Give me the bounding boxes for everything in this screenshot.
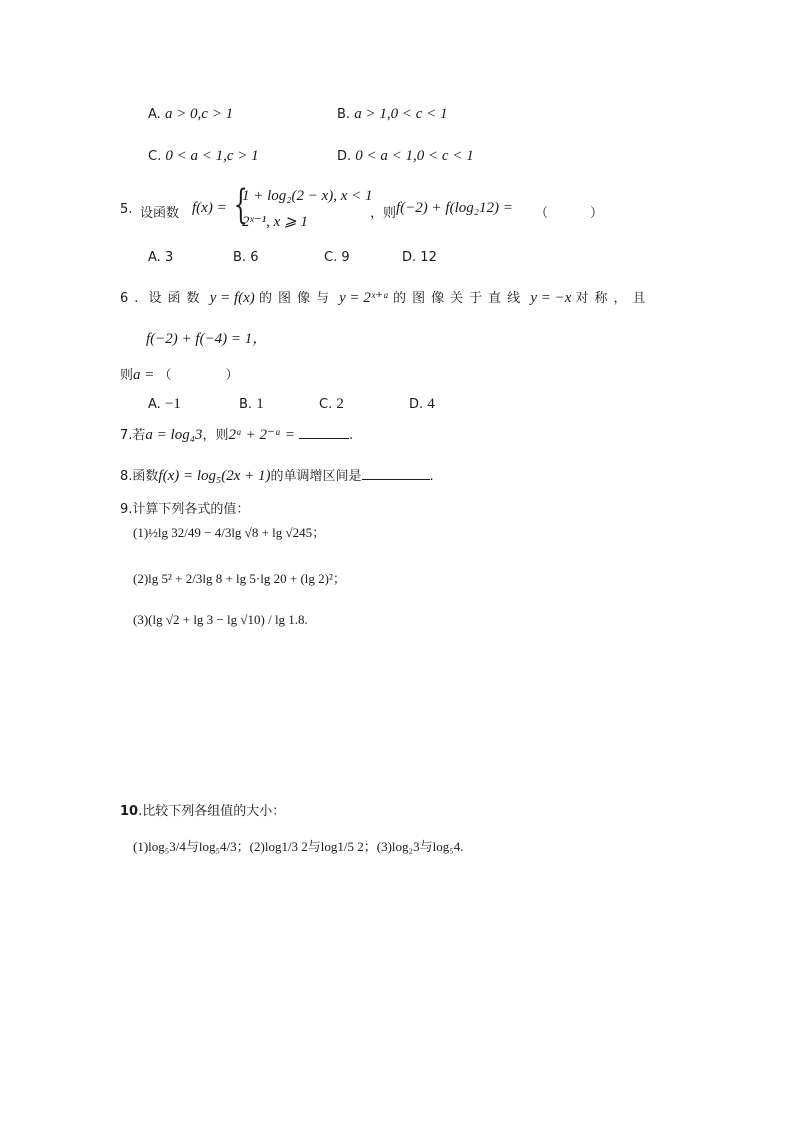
q4-option-d[interactable]: [337, 148, 474, 165]
q6-option-a[interactable]: [148, 396, 181, 413]
q7-text-2: ，则: [202, 428, 229, 443]
q8-text-1: 函数: [132, 469, 159, 484]
q6-expr-2: y = 2ˣ⁺ᵃ: [339, 290, 390, 306]
q6-text-4: 对称，且: [575, 291, 652, 306]
q10-line: (1)log₅3/4与log₅4/3；(2)log1/3 2与log1/5 2；(3)log₂3与log₅4.: [133, 839, 464, 854]
q4-option-c[interactable]: [148, 148, 259, 165]
q6-paren-close: ）: [225, 368, 239, 383]
q4-option-b[interactable]: [337, 106, 447, 123]
q7-end: .: [348, 428, 354, 443]
q4-option-a[interactable]: [148, 106, 233, 123]
q10-title: [120, 800, 285, 819]
q4-option-b-label: B.: [337, 107, 351, 122]
q6-condition: f(−2) + f(−4) = 1，: [146, 331, 268, 347]
q8-expr: f(x) = log₅(2x + 1): [158, 468, 271, 484]
q5-option-d-label: D.: [402, 250, 417, 265]
q4-option-a-expr: a > 0,c > 1: [164, 106, 234, 122]
q4-option-d-label: D.: [337, 149, 352, 164]
q6-option-a-value: −1: [164, 396, 181, 412]
q5-option-a[interactable]: [148, 250, 173, 265]
q4-option-a-label: A.: [148, 107, 161, 122]
q8-text-2: 的单调增区间是: [270, 469, 362, 484]
q4-option-c-expr: 0 < a < 1,c > 1: [165, 148, 259, 164]
q6-ask-expr: a =: [133, 367, 155, 383]
q6-option-d-value: 4: [427, 396, 435, 412]
q6-stem: [120, 287, 680, 307]
q5-option-a-value: 3: [164, 250, 174, 265]
q5-paren-open: （: [535, 206, 549, 221]
q7-expr-2: 2ᵃ + 2⁻ᵃ =: [228, 427, 295, 443]
q6-option-b-label: B.: [239, 397, 253, 412]
q9-part-2: (2)lg 5² + 2/3lg 8 + lg 5·lg 20 + (lg 2)²；: [133, 571, 346, 586]
q7-text-1: 若: [132, 428, 146, 443]
q5-then: ，则: [370, 206, 397, 221]
q4-option-b-expr: a > 1,0 < c < 1: [354, 106, 448, 122]
q8-end: .: [429, 469, 434, 484]
q5-func-lhs: f(x) =: [192, 200, 227, 216]
q6-option-b[interactable]: [239, 396, 264, 413]
q6-paren-open: （: [158, 368, 172, 383]
q5-option-c[interactable]: [324, 250, 350, 265]
q8-number: 8.: [120, 469, 133, 484]
q7-number: 7.: [120, 428, 133, 443]
q9-part-1: (1)½lg 32/49 − 4/3lg √8 + lg √245；: [133, 525, 326, 540]
q5-option-b-value: 6: [250, 250, 259, 265]
q5-option-c-label: C.: [324, 250, 338, 265]
q6-text-2: 的图像与: [258, 291, 335, 306]
q5-stem-prefix: 设函数: [140, 206, 180, 221]
q6-option-b-value: 1: [256, 396, 264, 412]
q4-option-d-expr: 0 < a < 1,0 < c < 1: [355, 148, 474, 164]
q6-expr-3: y = −x: [530, 290, 572, 306]
q7-answer-blank[interactable]: [299, 438, 349, 439]
q6-option-d-label: D.: [409, 397, 424, 412]
q5-option-b-label: B.: [233, 250, 247, 265]
q8-line: [120, 465, 434, 485]
q8-answer-blank[interactable]: [362, 479, 430, 480]
q7-expr-1: a = log₄3: [145, 427, 203, 443]
q9-title: 9.计算下列各式的值：: [120, 502, 250, 517]
q5-option-c-value: 9: [341, 250, 350, 265]
q5-case-2: 2ˣ⁻¹, x ⩾ 1: [242, 214, 308, 230]
q10-number: 10: [120, 804, 139, 819]
q5-ask: f(−2) + f(log₂12) =: [396, 200, 513, 216]
q7-line: [120, 424, 353, 444]
q6-ask-prefix: 则: [120, 368, 134, 383]
q5-option-a-label: A.: [148, 250, 161, 265]
q5-case-1: 1 + log₂(2 − x), x < 1: [242, 188, 373, 204]
q6-ask: [120, 364, 239, 384]
q6-option-d[interactable]: [409, 396, 435, 413]
q6-text-1: 设函数: [148, 291, 206, 306]
q6-expr-1: y = f(x): [209, 290, 255, 306]
q6-text-3: 的图像关于直线: [393, 291, 527, 306]
q5-number: 5.: [120, 202, 133, 217]
q6-option-c[interactable]: [319, 396, 344, 413]
q5-option-d-value: 12: [420, 250, 437, 265]
q10-title-text: .比较下列各组值的大小：: [138, 804, 286, 819]
q6-option-a-label: A.: [148, 397, 161, 412]
q5-option-d[interactable]: [402, 250, 437, 265]
q6-option-c-value: 2: [336, 396, 344, 412]
q6-number: 6.: [120, 291, 145, 306]
q9-part-3: (3)(lg √2 + lg 3 − lg √10) / lg 1.8.: [133, 612, 308, 627]
q5-brace: {: [233, 182, 248, 228]
q5-paren-close: ）: [590, 206, 604, 221]
q4-option-c-label: C.: [148, 149, 162, 164]
q6-option-c-label: C.: [319, 397, 333, 412]
q5-option-b[interactable]: [233, 250, 258, 265]
